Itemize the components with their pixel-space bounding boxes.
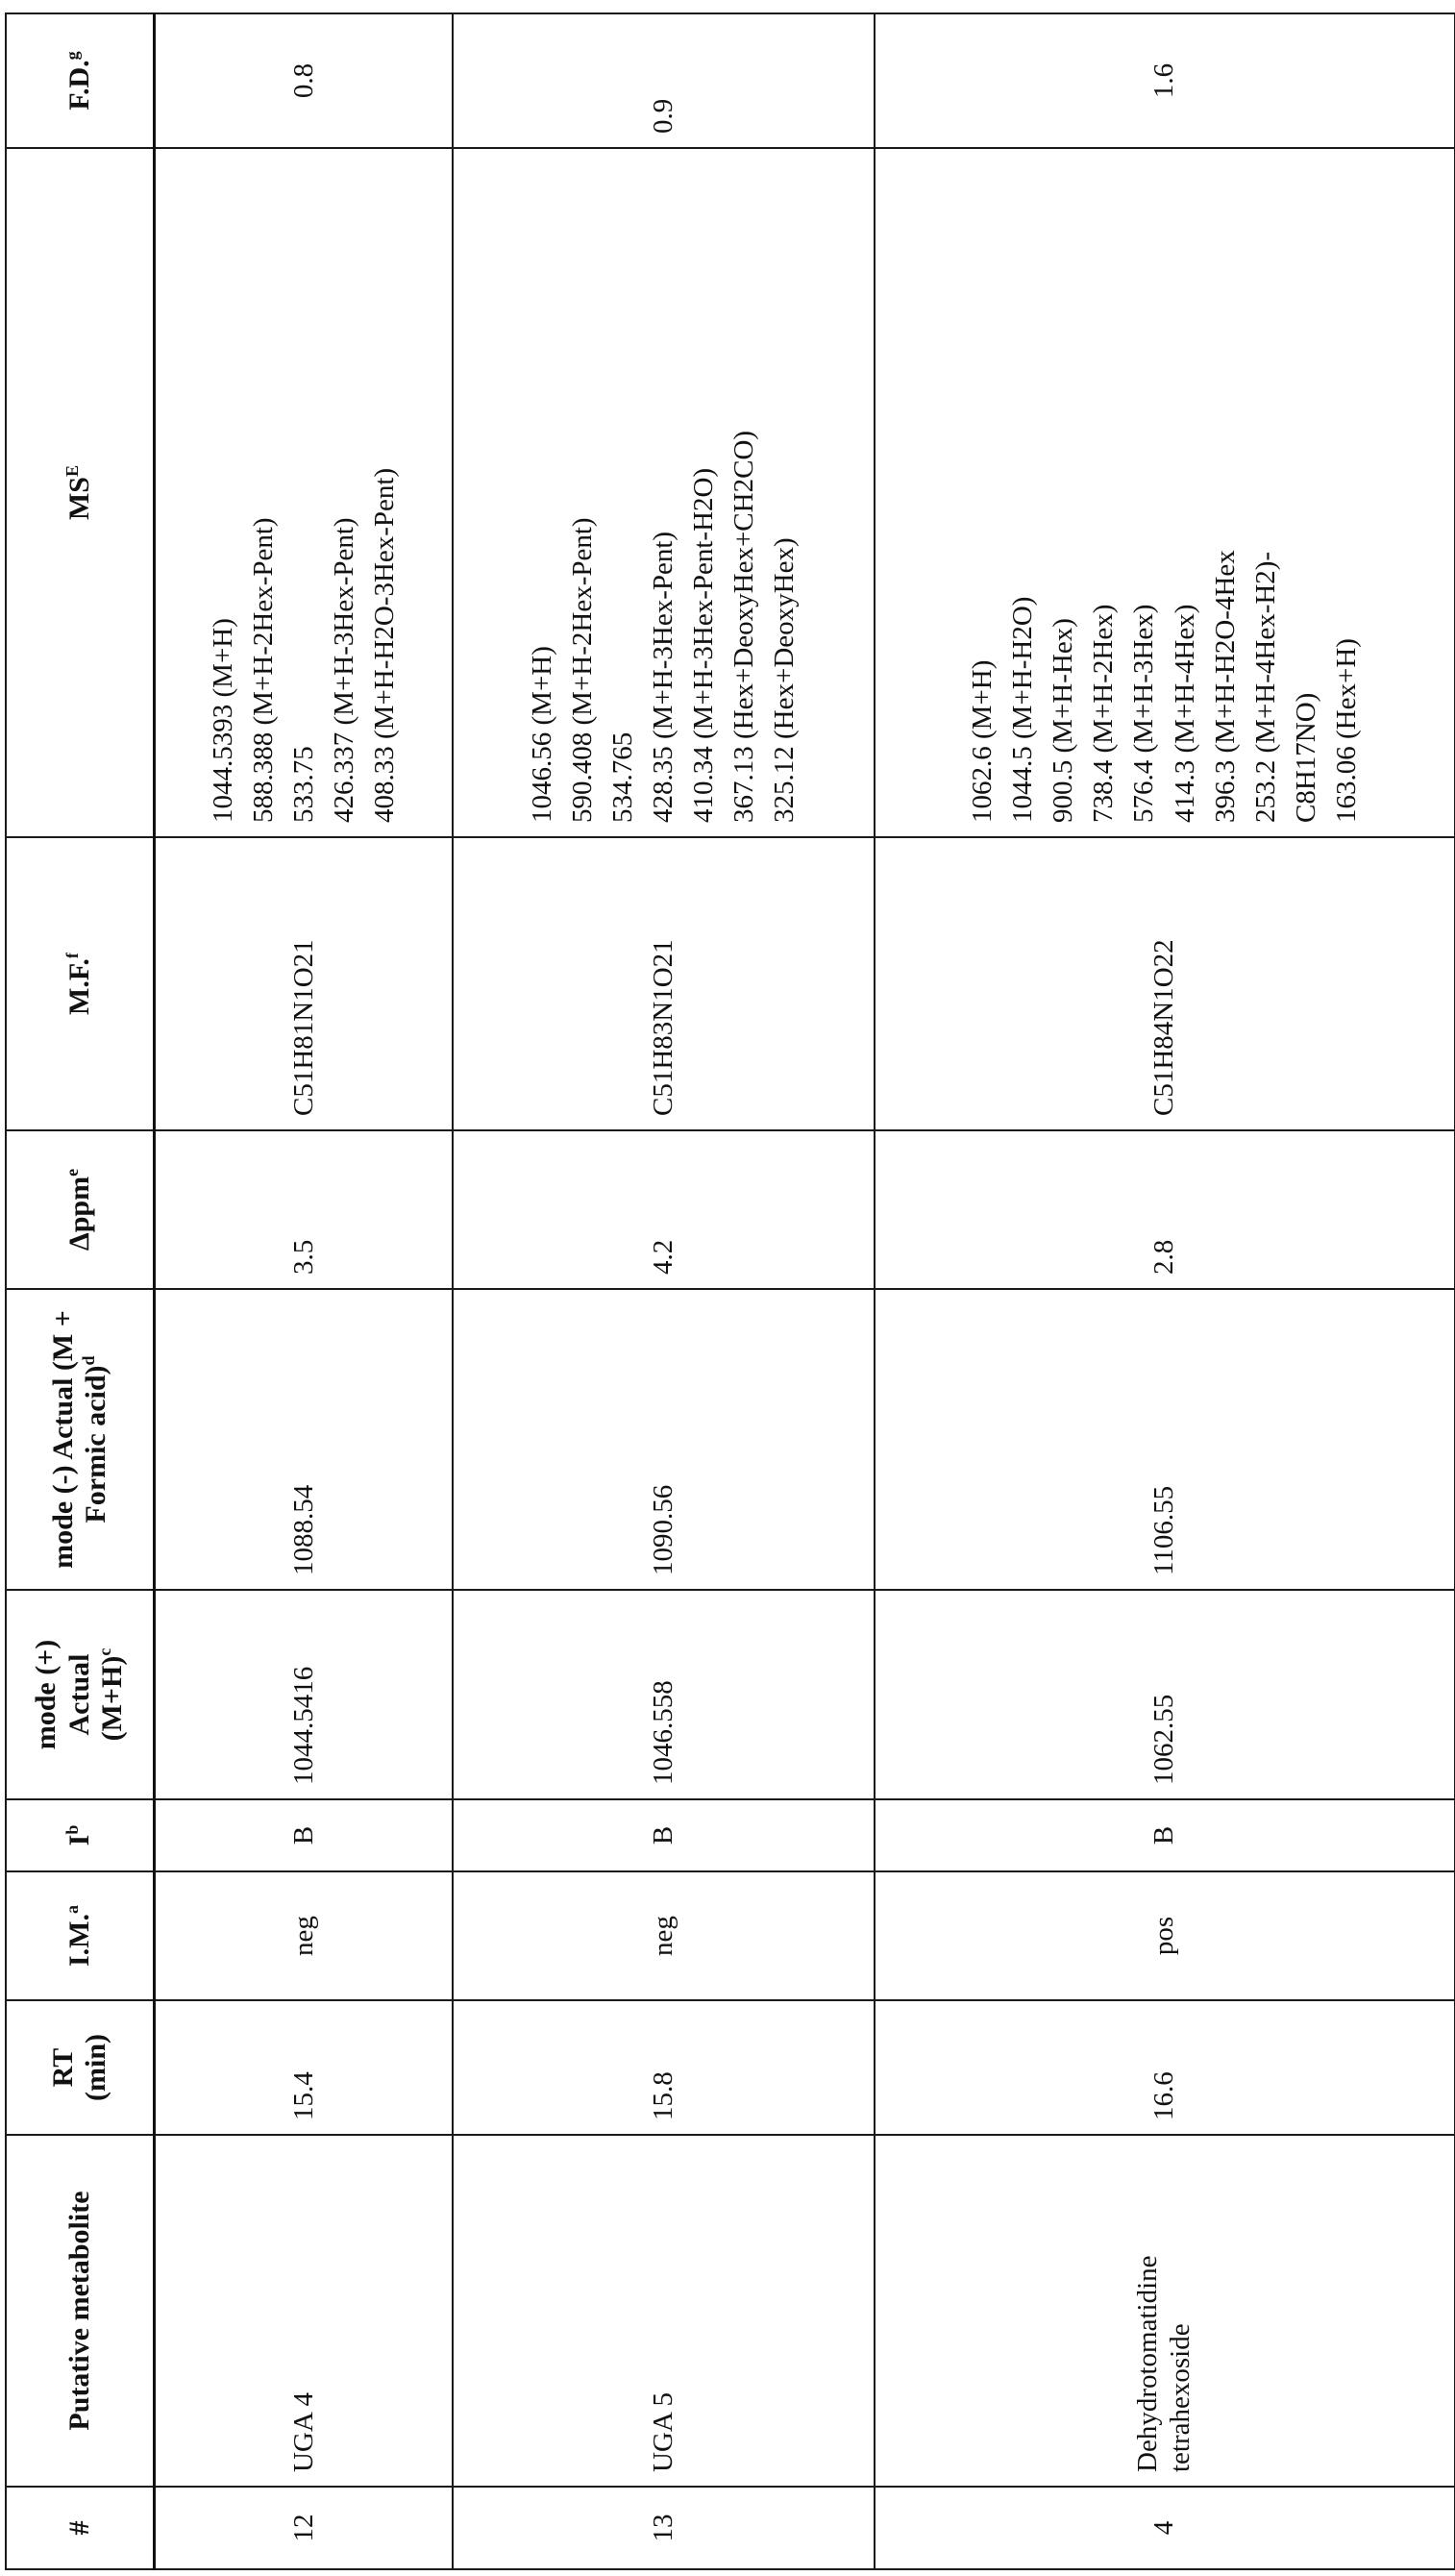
table-row xyxy=(875,13,1455,2569)
mse-fragment: 588.388 (M+H-2Hex-Pent) xyxy=(247,517,279,823)
mse-fragment: 533.75 xyxy=(287,746,319,823)
cell-metabolite: Dehydrotomatidine tetrahexoside xyxy=(875,2135,1455,2487)
cell-mf: C51H81N1O21 xyxy=(155,837,453,1130)
cell-mf: C51H84N1O22 xyxy=(875,837,1455,1130)
mse-fragment: 1044.5 (M+H-H2O) xyxy=(1007,596,1039,823)
rotated-table-container xyxy=(5,14,1449,2570)
cell-index: 4 xyxy=(875,2487,1455,2569)
mse-fragment: 426.337 (M+H-3Hex-Pent) xyxy=(328,517,359,823)
mse-fragment: 576.4 (M+H-3Hex) xyxy=(1128,604,1160,823)
table-row xyxy=(453,13,875,2569)
header-im-label: I.M. xyxy=(62,1914,95,1967)
header-mode-pos xyxy=(6,1590,155,1799)
mse-fragment: 1046.56 (M+H) xyxy=(526,646,557,823)
mse-fragment: 414.3 (M+H-4Hex) xyxy=(1169,604,1200,823)
cell-rt: 16.6 xyxy=(875,2000,1455,2135)
cell-mse xyxy=(453,148,875,837)
header-mf-label: M.F. xyxy=(62,958,95,1015)
cell-i: B xyxy=(453,1799,875,1871)
cell-mse xyxy=(875,148,1455,837)
header-fd-label: F.D. xyxy=(62,60,95,111)
footnote-marker: c xyxy=(95,1647,115,1656)
header-mf xyxy=(6,837,155,1130)
footnote-marker: f xyxy=(62,953,82,959)
header-i xyxy=(6,1799,155,1871)
cell-metabolite: UGA 5 xyxy=(453,2135,875,2487)
mse-fragment: 410.34 (M+H-3Hex-Pent-H2O) xyxy=(688,467,720,823)
footnote-marker: E xyxy=(62,465,82,478)
header-rt xyxy=(6,2000,155,2135)
table-row xyxy=(155,13,453,2569)
cell-mode-pos: 1046.558 xyxy=(453,1590,875,1799)
mse-fragment: 163.06 (Hex+H) xyxy=(1330,638,1362,823)
header-row xyxy=(6,13,155,2569)
header-mse xyxy=(6,148,155,837)
header-i-label: I xyxy=(62,1834,95,1846)
header-mode-pos-label: mode (+) Actual (M+H) xyxy=(30,1639,129,1750)
header-index-label: # xyxy=(62,2520,95,2536)
cell-fd: 0.9 xyxy=(453,13,875,148)
cell-index: 12 xyxy=(155,2487,453,2569)
mse-fragment: 396.3 (M+H-H2O-4Hex xyxy=(1209,550,1241,823)
cell-dppm: 3.5 xyxy=(155,1130,453,1289)
header-metabolite xyxy=(6,2135,155,2487)
footnote-marker: d xyxy=(79,1355,98,1366)
header-mse-label: MS xyxy=(62,477,95,521)
mse-fragment: 408.33 (M+H-H2O-3Hex-Pent) xyxy=(368,467,400,823)
mse-fragment: 367.13 (Hex+DeoxyHex+CH2CO) xyxy=(728,430,760,823)
mse-fragment: 590.408 (M+H-2Hex-Pent) xyxy=(566,517,598,823)
cell-rt: 15.4 xyxy=(155,2000,453,2135)
cell-i: B xyxy=(875,1799,1455,1871)
cell-mode-pos: 1062.55 xyxy=(875,1590,1455,1799)
footnote-marker: e xyxy=(62,1168,82,1177)
cell-im: pos xyxy=(875,1871,1455,2000)
footnote-marker: b xyxy=(62,1824,82,1835)
header-fd xyxy=(6,13,155,148)
header-dppm xyxy=(6,1130,155,1289)
metabolite-table xyxy=(5,12,1455,2570)
mse-fragment: 1062.6 (M+H) xyxy=(967,659,999,823)
mse-fragment: 738.4 (M+H-2Hex) xyxy=(1088,604,1120,823)
header-mode-neg-label: mode (-) Actual (M + Formic acid) xyxy=(46,1310,111,1569)
header-dppm-label: Δppm xyxy=(62,1176,95,1251)
mse-fragment: 900.5 (M+H-Hex) xyxy=(1048,618,1079,823)
cell-mode-neg: 1106.55 xyxy=(875,1289,1455,1590)
cell-fd: 1.6 xyxy=(875,13,1455,148)
cell-mf: C51H83N1O21 xyxy=(453,837,875,1130)
mse-fragment: 325.12 (Hex+DeoxyHex) xyxy=(769,537,801,823)
cell-im: neg xyxy=(155,1871,453,2000)
cell-rt: 15.8 xyxy=(453,2000,875,2135)
cell-im: neg xyxy=(453,1871,875,2000)
cell-i: B xyxy=(155,1799,453,1871)
mse-fragment: 1044.5393 (M+H) xyxy=(207,618,238,823)
footnote-marker: g xyxy=(62,51,82,61)
cell-mode-neg: 1090.56 xyxy=(453,1289,875,1590)
mse-fragment: 534.765 xyxy=(606,731,638,823)
mse-fragment: 428.35 (M+H-3Hex-Pent) xyxy=(647,531,678,823)
cell-mse xyxy=(155,148,453,837)
cell-fd: 0.8 xyxy=(155,13,453,148)
header-metabolite-label: Putative metabolite xyxy=(62,2191,95,2431)
mse-fragment: 253.2 (M+H-4Hex-H2)-C8H17NO) xyxy=(1249,551,1321,823)
cell-mode-pos: 1044.5416 xyxy=(155,1590,453,1799)
header-index xyxy=(6,2487,155,2569)
header-mode-neg xyxy=(6,1289,155,1590)
cell-dppm: 4.2 xyxy=(453,1130,875,1289)
cell-index: 13 xyxy=(453,2487,875,2569)
cell-mode-neg: 1088.54 xyxy=(155,1289,453,1590)
cell-metabolite: UGA 4 xyxy=(155,2135,453,2487)
cell-dppm: 2.8 xyxy=(875,1130,1455,1289)
header-rt-label: RT (min) xyxy=(46,2034,111,2101)
footnote-marker: a xyxy=(62,1905,82,1914)
header-im xyxy=(6,1871,155,2000)
